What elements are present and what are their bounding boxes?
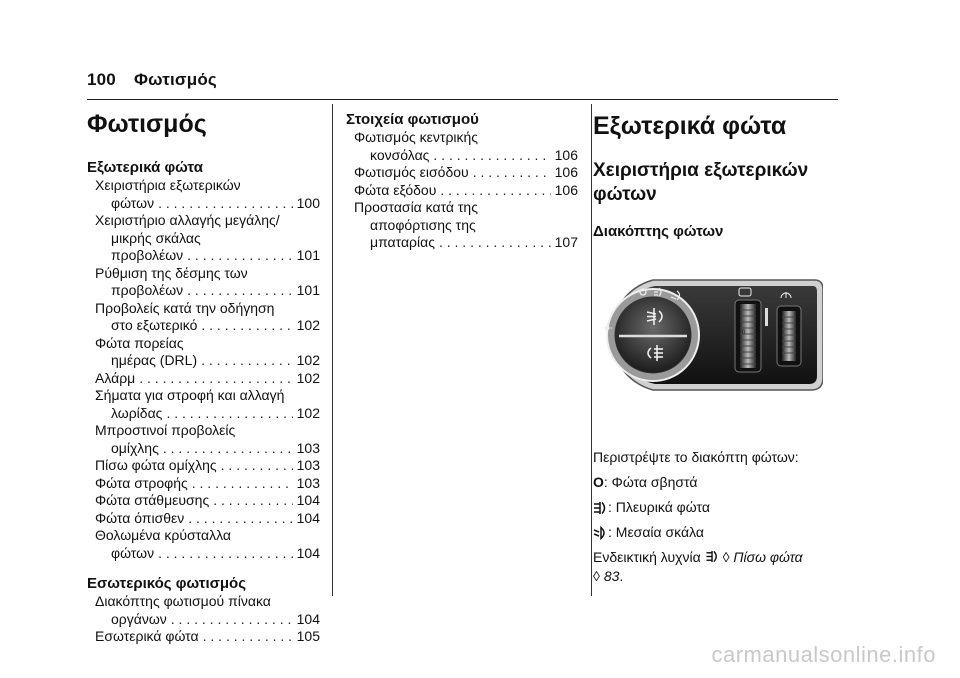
toc-entry-last-line [87,492,320,510]
toc-page-number[interactable]: 106 [554,146,578,163]
toc-entry-last-line [87,317,320,335]
toc-entry-line: Χειριστήρια εξωτερικών [95,177,241,193]
reference-page[interactable]: 83 [603,568,620,584]
column-divider-1 [332,104,333,596]
toc-entry-last-line [87,475,320,493]
toc-leader-dots [188,510,292,528]
toc-entry-last-line [87,545,320,563]
toc-entry[interactable] [346,129,578,164]
toc-page-number[interactable]: 105 [296,628,320,644]
toc-leader-dots [201,317,292,335]
toc-page-number[interactable]: 101 [296,247,320,263]
toc-entry-text: Φώτα στροφής [95,474,188,491]
toc-entry[interactable] [87,422,320,457]
low-beam-icon [593,526,608,540]
toc-entry-text: Φώτα στάθμευσης [95,492,210,508]
toc-entry-text: ομίχλης [111,439,159,456]
toc-entry-last-line [87,352,320,370]
toc-entry-last-line [87,195,320,213]
toc-entry[interactable] [87,335,320,370]
toc-page-number[interactable]: 103 [296,457,320,473]
subsection-heading: Χειριστήρια εξωτερικών φώτων [593,160,809,205]
reference-arrow-icon: ◊ [722,549,730,565]
toc-entry-last-line [87,457,320,475]
toc-entry-last-line [87,440,320,458]
toc-leader-dots [163,440,293,458]
toc-page-number[interactable]: 102 [296,317,320,333]
page-number: 100 [87,70,116,89]
toc-entry[interactable] [87,492,320,510]
toc-entry-last-line [87,628,320,646]
toc-entry-line: Προστασία κατά της [354,199,478,215]
toc-column-2 [346,110,578,252]
toc-leader-dots [201,352,293,370]
toc-entry-text: λωρίδας [111,404,163,421]
toc-page-number[interactable]: 106 [554,181,578,198]
column-divider-2 [591,104,592,596]
toc-entry-last-line [87,405,320,423]
low-beam-label: : Μεσαία σκάλα [608,524,704,540]
toc-leader-dots [433,147,550,165]
toc-leader-dots [139,370,292,388]
toc-leader-dots [187,247,292,265]
toc-page-number[interactable]: 103 [296,439,320,456]
off-symbol: O [593,474,604,490]
toc-entry-text: προβολέων [111,282,184,298]
toc-entry-text: Φώτα εξόδου [354,181,437,198]
toc-entry-line: Προβολείς κατά την οδήγηση [95,299,275,316]
toc-page-number[interactable]: 104 [296,610,320,627]
toc-entry[interactable] [87,475,320,493]
toc-leader-dots [158,545,293,563]
light-switch-figure [593,278,823,398]
toc-entry-line: Διακόπτης φωτισμού πίνακα [95,593,271,609]
topic-heading: Διακόπτης φώτων [593,223,724,240]
chapter-title: Φωτισμός [87,110,207,138]
toc-entry-last-line [87,510,320,528]
toc-leader-dots [440,182,550,200]
toc-entry-line: Θολωμένα κρύσταλλα [95,527,231,543]
toc-leader-dots [473,164,551,182]
toc-leader-dots [187,282,292,300]
toc-page-number[interactable]: 104 [296,492,320,508]
toc-section-title: Στοιχεία φωτισμού [346,111,479,128]
toc-page-number[interactable]: 104 [296,544,320,561]
reference-link[interactable]: Πίσω φώτα [733,549,803,565]
content-column [593,112,838,586]
toc-page-number[interactable]: 102 [296,352,320,368]
indicator-paragraph [593,548,838,586]
toc-entry-text: ημέρας (DRL) [111,352,198,368]
toc-entry-text: Πίσω φώτα ομίχλης [95,457,217,473]
toc-entry-text: Αλάρμ [95,369,136,386]
page-header [87,70,217,90]
toc-entry-text: Εσωτερικά φώτα [95,628,199,644]
toc-entry[interactable] [87,300,320,335]
toc-section-title: Εσωτερικός φωτισμός [87,575,247,592]
toc-page-number[interactable]: 106 [554,164,578,180]
toc-page-number[interactable]: 102 [296,404,320,421]
toc-page-number[interactable]: 101 [296,282,320,298]
intro-text: Περιστρέψτε το διακόπτη φώτων: [593,449,799,465]
section-heading: Εξωτερικά φώτα [593,112,787,140]
toc-entry-last-line [87,611,320,629]
toc-entry-line: Φωτισμός κεντρικής [354,129,479,145]
toc-entry[interactable] [87,628,320,646]
toc-entry-last-line [346,234,578,252]
toc-entry-line: Ρύθμιση της δέσμης των [95,264,248,281]
toc-entry-last-line [346,182,578,200]
side-lights-label: : Πλευρικά φώτα [608,499,710,515]
toc-leader-dots [203,628,293,646]
toc-entry[interactable] [87,527,320,562]
toc-entry-line: μικρής σκάλας [111,229,201,246]
side-lights-icon [593,501,608,515]
toc-column-1 [87,158,320,646]
toc-entry[interactable] [87,510,320,528]
toc-entry-last-line [87,370,320,388]
reference-end: . [619,568,624,584]
toc-page-number[interactable]: 100 [296,194,320,211]
toc-entry-line: αποφόρτισης της [370,216,476,233]
indicator-lamp-icon [705,550,720,563]
switch-position-side [593,498,838,517]
toc-entry-last-line [87,247,320,265]
reference-arrow-icon-2: ◊ [593,568,600,584]
toc-entry-text: στο εξωτερικό [111,317,198,333]
toc-entry[interactable] [87,387,320,422]
toc-entry[interactable] [346,164,578,182]
toc-entry-line: Μπροστινοί προβολείς [95,422,236,438]
header-section: Φωτισμός [133,70,217,89]
toc-entry-line: Χειριστήριο αλλαγής μεγάλης/ [95,212,280,228]
toc-entry-text: φώτων [111,544,155,561]
wheel-number-label: 0 [742,330,746,336]
toc-page-number[interactable]: 107 [554,234,578,250]
toc-section-title: Εξωτερικά φώτα [87,159,203,176]
switch-position-off [593,473,838,492]
switch-position-low [593,523,838,542]
toc-leader-dots [221,457,293,475]
toc-entry-line: Σήματα για στροφή και αλλαγή [95,387,285,403]
toc-page-number[interactable]: 103 [296,474,320,491]
toc-page-number[interactable]: 104 [296,509,320,526]
toc-leader-dots [166,405,292,423]
toc-entry-text: προβολέων [111,247,184,263]
toc-entry-text: Φώτα όπισθεν [95,509,185,526]
toc-entry[interactable] [346,182,578,200]
toc-entry[interactable] [87,212,320,265]
toc-entry-text: μπαταρίας [370,234,435,250]
toc-leader-dots [192,475,293,493]
watermark: carmanualsonline.info [711,642,936,667]
header-rule [87,99,838,100]
toc-leader-dots [158,195,293,213]
toc-page-number[interactable]: 102 [296,369,320,386]
toc-entry-last-line [346,164,578,182]
toc-entry[interactable] [87,457,320,475]
toc-entry-text: οργάνων [111,610,167,627]
toc-entry[interactable] [87,177,320,212]
slot-separator [765,308,768,326]
off-label: : Φώτα σβηστά [603,474,698,490]
toc-entry-line: Φώτα πορείας [95,334,184,351]
toc-entry[interactable] [87,265,320,300]
toc-entry[interactable] [87,370,320,388]
toc-entry-last-line [346,147,578,165]
toc-entry[interactable] [346,199,578,252]
toc-entry[interactable] [87,593,320,628]
toc-entry-text: κονσόλας [370,146,430,163]
toc-entry-last-line [87,282,320,300]
toc-entry-text: Φωτισμός εισόδου [354,164,469,180]
toc-leader-dots [213,492,292,510]
light-switch-illustration [593,278,823,398]
toc-leader-dots [171,611,293,629]
toc-leader-dots [439,234,551,252]
indicator-text: Ενδεικτική λυχνία [593,549,705,565]
toc-entry-text: φώτων [111,194,155,211]
